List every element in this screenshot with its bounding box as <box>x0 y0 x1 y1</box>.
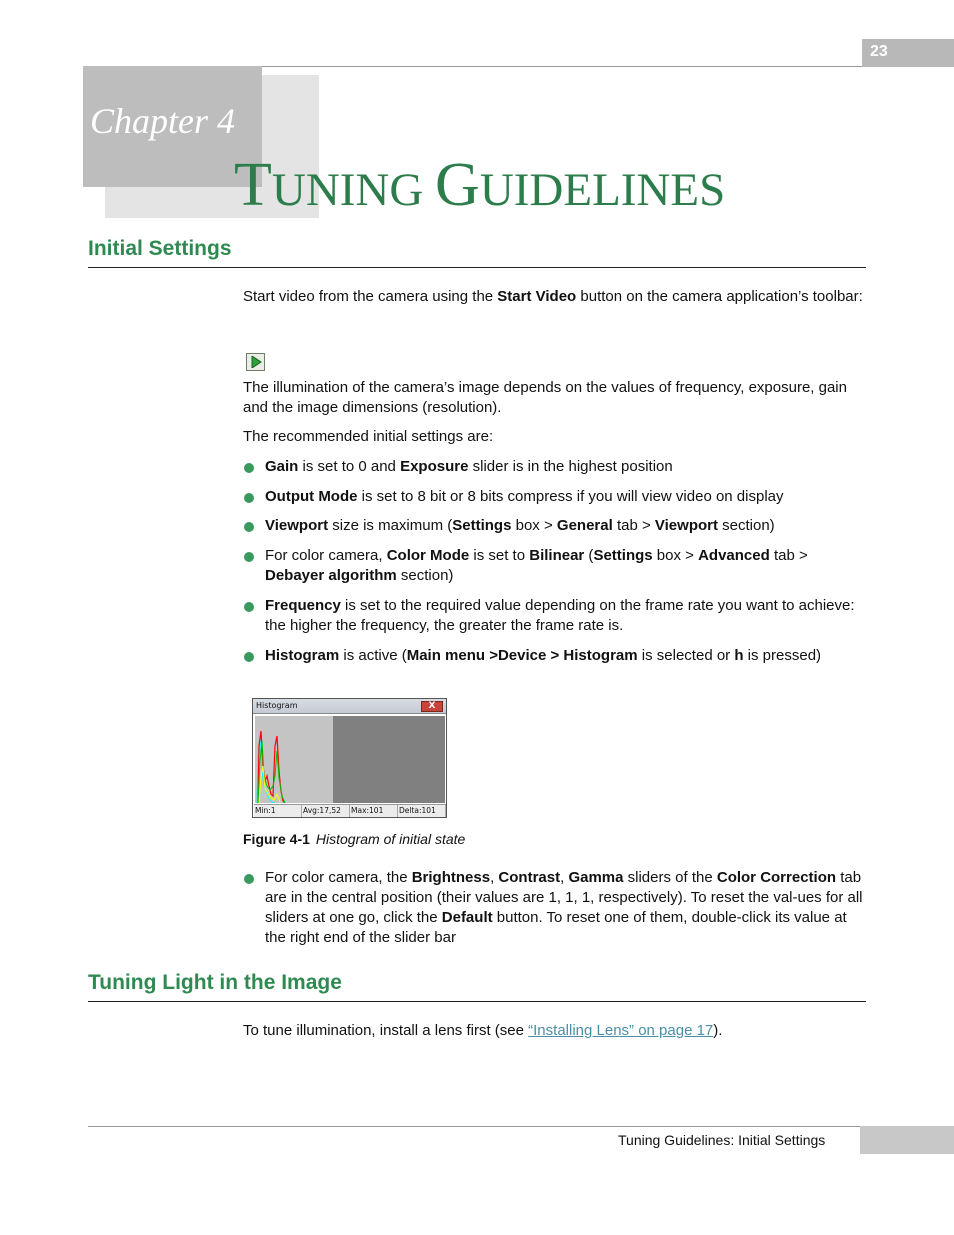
histogram-window <box>252 698 447 818</box>
list-text-run: is selected or <box>637 647 735 664</box>
close-button[interactable]: X <box>421 701 443 712</box>
bold-term: Output Mode <box>265 488 358 505</box>
bullet-icon <box>244 493 254 503</box>
footer-text: Tuning Guidelines: Initial Settings <box>618 1132 826 1148</box>
list-item-text <box>265 868 865 948</box>
illumination-paragraph: The illumination of the camera’s image depends on the values of frequency, exposure, gain and the image dimensions (resolution). <box>243 379 847 416</box>
list-text-run: button. To reset one of them, double-click its value at the right end of the slider bar <box>265 909 847 946</box>
bullet-icon <box>244 602 254 612</box>
bold-term: General <box>556 517 613 534</box>
title-initial-g: G <box>435 151 480 219</box>
list-text-run: size is maximum ( <box>328 517 453 534</box>
tuning-text-b: ). <box>713 1022 723 1039</box>
list-text-run: is set to 8 bit or 8 bits compress if you will view video on display <box>357 488 784 505</box>
list-item-text <box>265 457 865 477</box>
section-heading-tuning-light: Tuning Light in the Image <box>88 971 342 994</box>
list-text-run: , <box>490 869 499 886</box>
bold-term: Settings <box>593 547 653 564</box>
intro-text-c: button on the camera application’s toolbar: <box>576 288 863 305</box>
section-rule <box>88 1001 866 1002</box>
bullet-icon <box>244 463 254 473</box>
intro-text-bold: Start Video <box>497 288 577 305</box>
list-text-run: tab > <box>612 517 655 534</box>
intro-text-a: Start video from the camera using the <box>243 288 498 305</box>
bold-term: Main menu >Device > Histogram <box>406 647 638 664</box>
histogram-curves <box>255 716 333 803</box>
tuning-paragraph <box>243 1021 863 1041</box>
list-text-run: ( <box>584 547 594 564</box>
list-text-run: is pressed) <box>743 647 822 664</box>
bold-term: Bilinear <box>529 547 585 564</box>
list-text-run: is set to the required value depending on the frame rate you want to achieve: the higher the frequency, the greater the frame rate is. <box>265 597 855 634</box>
histogram-min: Min:1 <box>254 805 302 817</box>
list-text-run: section) <box>717 517 775 534</box>
bold-term: Default <box>441 909 493 926</box>
bold-term: Viewport <box>265 517 329 534</box>
list-text-run: For color camera, the <box>265 869 412 886</box>
histogram-titlebar <box>253 699 446 714</box>
list-text-run: , <box>560 869 569 886</box>
recommended-paragraph: The recommended initial settings are: <box>243 428 494 445</box>
bold-term: Gamma <box>568 869 624 886</box>
section-heading-initial-settings: Initial Settings <box>88 237 232 260</box>
page-number: 23 <box>870 43 888 60</box>
chapter-title <box>234 150 725 220</box>
footer-box <box>860 1126 954 1154</box>
bullet-icon <box>244 652 254 662</box>
figure-caption-text: Histogram of initial state <box>315 831 466 847</box>
list-text-run: tab > <box>769 547 808 564</box>
list-text-run: tab are in the central position (their values are 1, 1, 1, respectively). To reset the val-ues for all sliders at one go, click the <box>265 869 863 926</box>
play-icon <box>250 356 262 368</box>
bold-term: Settings <box>452 517 512 534</box>
histogram-statusbar <box>254 804 446 817</box>
list-item-text <box>265 646 865 666</box>
installing-lens-link[interactable]: “Installing Lens” on page 17 <box>528 1022 714 1039</box>
list-text-run: is set to 0 and <box>298 458 401 475</box>
histogram-avg: Avg:17,52 <box>302 805 350 817</box>
list-text-run: is set to <box>469 547 530 564</box>
title-part-1: UNING <box>271 164 436 216</box>
histogram-plot-dark <box>333 716 445 803</box>
histogram-title: Histogram <box>256 701 298 710</box>
title-part-2: UIDELINES <box>479 164 726 216</box>
figure-caption <box>243 831 465 847</box>
bullet-icon <box>244 522 254 532</box>
list-text-run: For color camera, <box>265 547 387 564</box>
tuning-text-a: To tune illumination, install a lens first (see <box>243 1022 529 1039</box>
bold-term: Exposure <box>400 458 469 475</box>
bold-term: h <box>734 647 744 664</box>
bold-term: Debayer algorithm <box>265 567 397 584</box>
list-text-run: sliders of the <box>623 869 717 886</box>
bold-term: Viewport <box>654 517 718 534</box>
list-item-text <box>265 487 865 507</box>
bullet-icon <box>244 874 254 884</box>
histogram-delta: Delta:101 <box>398 805 446 817</box>
bold-term: Color Correction <box>716 869 837 886</box>
intro-paragraph <box>243 287 863 307</box>
bullet-icon <box>244 552 254 562</box>
bold-term: Contrast <box>498 869 561 886</box>
list-text-run: slider is in the highest position <box>468 458 673 475</box>
bold-term: Frequency <box>265 597 341 614</box>
start-video-button[interactable] <box>246 353 265 371</box>
bold-term: Advanced <box>698 547 770 564</box>
bold-term: Color Mode <box>386 547 470 564</box>
list-item-text <box>265 546 865 586</box>
bold-term: Brightness <box>411 869 491 886</box>
figure-label: Figure 4-1 <box>243 831 310 847</box>
bold-term: Gain <box>265 458 299 475</box>
histogram-max: Max:101 <box>350 805 398 817</box>
chapter-label: Chapter 4 <box>90 101 236 141</box>
list-text-run: box > <box>652 547 699 564</box>
list-item-text <box>265 596 865 636</box>
title-initial-t: T <box>234 151 272 219</box>
list-text-run: section) <box>396 567 454 584</box>
bold-term: Histogram <box>265 647 340 664</box>
list-text-run: box > <box>511 517 557 534</box>
list-item-text <box>265 516 865 536</box>
footer-rule <box>88 1126 860 1127</box>
list-text-run: is active ( <box>339 647 407 664</box>
section-rule <box>88 267 866 268</box>
